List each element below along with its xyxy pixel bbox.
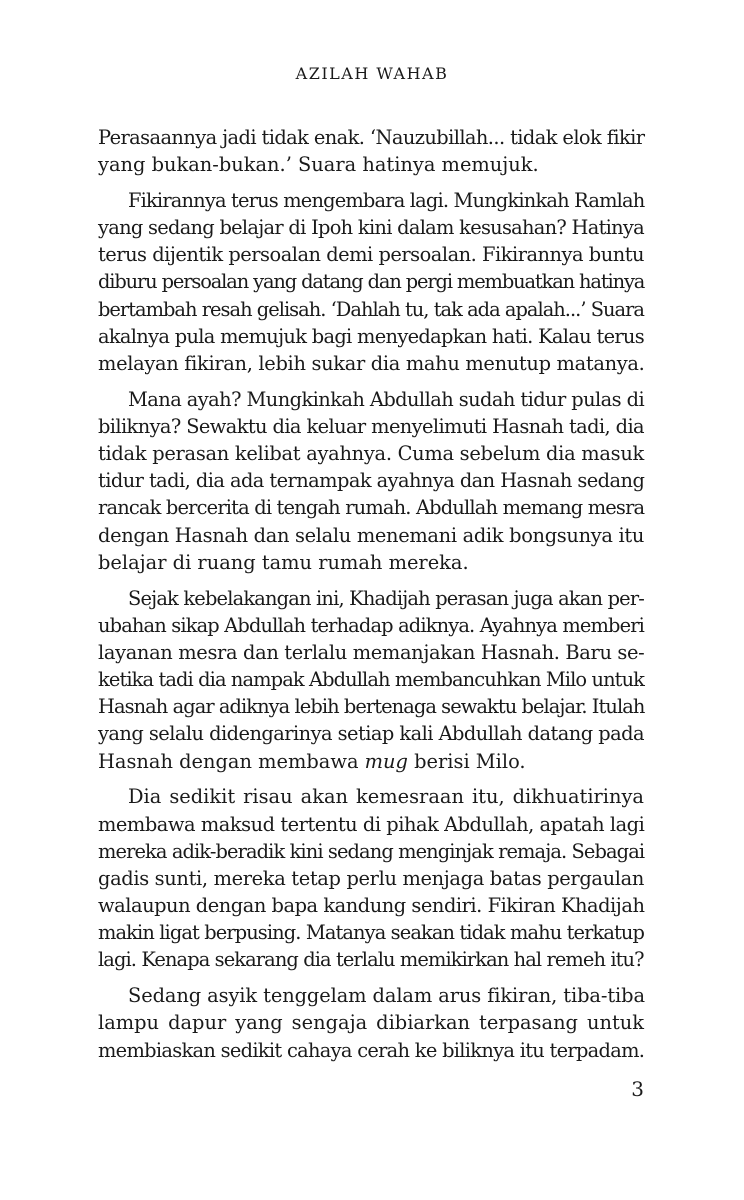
paragraph-2: [98, 187, 644, 377]
text-line: mereka adik-beradik kini sedang menginjak remaja. Sebagai: [98, 839, 645, 863]
text-line: Sejak kebelakangan ini, Khadijah perasan juga akan per-: [128, 586, 644, 610]
page-number: 3: [631, 1077, 644, 1101]
text-line: Mana ayah? Mungkinkah Abdullah sudah tidur pulas di: [128, 387, 645, 411]
text-line: terus dijentik persoalan demi persoalan. Fikirannya buntu: [98, 243, 644, 267]
text-line: yang sedang belajar di Ipoh kini dalam kesusahan? Hatinya: [98, 216, 644, 240]
text-line: melayan fikiran, lebih sukar dia mahu menutup matanya.: [98, 352, 645, 375]
text-line: Fikirannya terus mengembara lagi. Mungkinkah Ramlah: [128, 188, 645, 212]
text-line: walaupun dengan bapa kandung sendiri. Fikiran Khadijah: [98, 894, 645, 918]
text-line: biliknya? Sewaktu dia keluar menyelimuti Hasnah tadi, dia: [98, 414, 644, 438]
text-line: [98, 748, 644, 775]
paragraph-6: [98, 982, 644, 1064]
text-line: makin ligat berpusing. Matanya seakan tidak mahu terkatup: [98, 921, 644, 945]
text-line: tidak perasan kelibat ayahnya. Cuma sebelum dia masuk: [98, 442, 644, 466]
text-fragment: berisi Milo.: [407, 749, 526, 773]
text-line: yang selalu didengarinya setiap kali Abdullah datang pada: [98, 722, 644, 746]
text-line: lagi. Kenapa sekarang dia terlalu memikirkan hal remeh itu?: [98, 948, 644, 972]
text-line: Dia sedikit risau akan kemesraan itu, dikhuatirinya: [128, 785, 644, 809]
paragraph-4: [98, 585, 644, 775]
paragraph-1: [98, 124, 644, 178]
running-head: AZILAH WAHAB: [295, 64, 449, 83]
paragraph-3: [98, 386, 644, 576]
text-line: membawa maksud tertentu di pihak Abdullah, apatah lagi: [98, 812, 645, 836]
text-line: akalnya pula memujuk bagi menyedapkan hati. Kalau terus: [98, 324, 644, 348]
text-line: yang bukan-bukan.’ Suara hatinya memujuk.: [98, 153, 539, 177]
paragraph-5: [98, 783, 644, 973]
text-line: layanan mesra dan terlalu memanjakan Hasnah. Baru se-: [98, 640, 645, 664]
text-line: Sedang asyik tenggelam dalam arus fikiran, tiba-tiba: [128, 984, 645, 1008]
text-line: Hasnah agar adiknya lebih bertenaga sewaktu belajar. Itulah: [98, 695, 645, 719]
text-line: Perasaannya jadi tidak enak. ‘Nauzubillah... tidak elok fikir: [98, 126, 645, 149]
text-line: ubahan sikap Abdullah terhadap adiknya. Ayahnya memberi: [98, 613, 644, 637]
text-line: ketika tadi dia nampak Abdullah membancuhkan Milo untuk: [98, 668, 645, 692]
text-line: dengan Hasnah dan selalu menemani adik bongsunya itu: [98, 523, 644, 547]
text-fragment: Hasnah dengan membawa: [98, 749, 365, 773]
italic-word: mug: [364, 749, 408, 773]
text-line: rancak bercerita di tengah rumah. Abdullah memang mesra: [98, 496, 645, 520]
text-line: tidur tadi, dia ada ternampak ayahnya dan Hasnah sedang: [98, 469, 645, 493]
text-line: membiaskan sedikit cahaya cerah ke biliknya itu terpadam.: [98, 1038, 645, 1062]
text-line: gadis sunti, mereka tetap perlu menjaga batas pergaulan: [98, 866, 644, 890]
text-line: bertambah resah gelisah. ‘Dahlah tu, tak ada apalah...’ Suara: [98, 297, 644, 321]
body-text: [98, 124, 644, 1072]
text-line: belajar di ruang tamu rumah mereka.: [98, 550, 469, 574]
text-line: diburu persoalan yang datang dan pergi membuatkan hatinya: [98, 270, 645, 294]
text-line: lampu dapur yang sengaja dibiarkan terpasang untuk: [98, 1011, 644, 1035]
